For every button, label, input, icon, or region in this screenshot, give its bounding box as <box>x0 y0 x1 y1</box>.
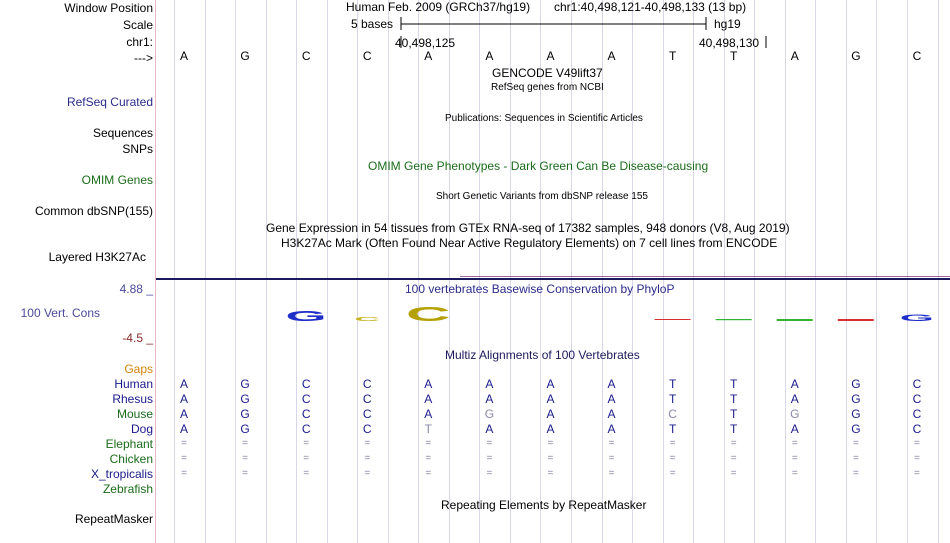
alignment-base: C <box>912 407 922 421</box>
logo-letter: C <box>406 302 451 326</box>
reference-base: T <box>668 49 677 63</box>
dbsnp-title: Short Genetic Variants from dbSNP release 155 <box>436 191 648 202</box>
alignment-base: G <box>851 407 861 421</box>
reference-base: A <box>790 49 799 63</box>
alignment-base: T <box>730 407 738 421</box>
alignment-base: = <box>852 453 859 464</box>
alignment-base: A <box>179 392 188 406</box>
alignment-base: = <box>364 438 371 449</box>
alignment-base: C <box>362 377 372 391</box>
alignment-base: A <box>607 392 616 406</box>
alignment-base: = <box>425 468 432 479</box>
alignment-base: T <box>730 377 738 391</box>
window-position-label: Window Position <box>64 1 153 15</box>
common-dbsnp-label[interactable]: Common dbSNP(155) <box>34 204 153 218</box>
alignment-base: = <box>181 438 187 449</box>
alignment-base: A <box>607 422 616 436</box>
alignment-base: A <box>485 392 494 406</box>
species-mouse-label[interactable]: Mouse <box>116 407 153 421</box>
alignment-base: = <box>791 438 798 449</box>
alignment-base: = <box>547 468 554 479</box>
alignment-base: = <box>791 453 798 464</box>
alignment-base: G <box>851 377 861 391</box>
alignment-base: = <box>303 468 310 479</box>
omim-genes-label[interactable]: OMIM Genes <box>81 173 153 187</box>
alignment-base: G <box>240 392 250 406</box>
alignment-base: A <box>179 377 188 391</box>
alignment-base: G <box>790 407 800 421</box>
alignment-base: = <box>486 468 493 479</box>
alignment-base: = <box>852 468 859 479</box>
species-rhesus-label[interactable]: Rhesus <box>112 392 153 406</box>
reference-base: C <box>912 49 922 63</box>
alignment-base: = <box>730 468 737 479</box>
alignment-base: = <box>242 453 248 464</box>
alignment-base: = <box>608 438 615 449</box>
alignment-base: = <box>608 468 615 479</box>
alignment-base: A <box>546 407 555 421</box>
alignment-base: = <box>364 453 371 464</box>
repeatmasker-label[interactable]: RepeatMasker <box>74 512 153 526</box>
alignment-base: = <box>486 438 493 449</box>
alignment-base: = <box>914 468 920 479</box>
alignment-base: A <box>485 422 494 436</box>
species-human-label[interactable]: Human <box>114 377 153 391</box>
logo-letter: G <box>285 308 327 325</box>
alignment-base: A <box>607 377 616 391</box>
phylop-title: 100 vertebrates Basewise Conservation by PhyloP <box>405 282 675 296</box>
alignment-base: = <box>425 438 432 449</box>
publications-title: Publications: Sequences in Scientific Articles <box>445 113 643 124</box>
alignment-base: A <box>424 392 433 406</box>
alignment-base: C <box>362 407 372 421</box>
alignment-base: G <box>240 377 250 391</box>
alignment-base: C <box>668 407 677 421</box>
reference-base: G <box>851 49 861 63</box>
alignment-base: = <box>547 438 554 449</box>
alignment-base: = <box>608 453 615 464</box>
alignment-base: C <box>301 377 311 391</box>
alignment-base: = <box>852 438 859 449</box>
reference-base: A <box>546 49 555 63</box>
alignment-base: A <box>424 377 433 391</box>
alignment-base: C <box>301 407 311 421</box>
alignment-base: C <box>912 422 922 436</box>
alignment-base: C <box>362 392 372 406</box>
alignment-base: T <box>668 422 677 436</box>
alignment-base: C <box>301 422 311 436</box>
coord-left: 40,498,125 <box>395 36 456 50</box>
alignment-base: = <box>303 453 310 464</box>
h3k27ac-title: H3K27Ac Mark (Often Found Near Active Regulatory Elements) on 7 cell lines from ENCODE <box>281 236 778 250</box>
alignment-base: = <box>547 453 554 464</box>
alignment-base: A <box>179 422 188 436</box>
alignment-base: T <box>730 392 738 406</box>
alignment-base: = <box>669 468 676 479</box>
assembly-title: Human Feb. 2009 (GRCh37/hg19) <box>346 0 531 14</box>
alignment-base: A <box>485 377 494 391</box>
alignment-base: A <box>179 407 188 421</box>
gaps-label[interactable]: Gaps <box>124 362 153 376</box>
alignment-base: = <box>669 453 676 464</box>
alignment-base: = <box>364 468 371 479</box>
alignment-base: = <box>669 438 676 449</box>
alignment-base: A <box>546 392 555 406</box>
species-xtropicalis-label[interactable]: X_tropicalis <box>90 467 153 481</box>
alignment-base: = <box>242 438 248 449</box>
sequences-label[interactable]: Sequences <box>92 126 153 140</box>
multiz-title: Multiz Alignments of 100 Vertebrates <box>445 348 640 362</box>
alignment-base: = <box>914 453 920 464</box>
alignment-base: A <box>607 407 616 421</box>
repeatmasker-title: Repeating Elements by RepeatMasker <box>441 498 647 512</box>
alignment-base: = <box>303 438 310 449</box>
omim-title: OMIM Gene Phenotypes - Dark Green Can Be Disease-causing <box>368 159 709 173</box>
alignment-base: C <box>912 392 922 406</box>
gtex-title: Gene Expression in 54 tissues from GTEx RNA-seq of 17382 samples, 948 donors (V8, Aug 2019) <box>266 221 790 235</box>
alignment-base: C <box>912 377 922 391</box>
phylop-max-label: 4.88 _ <box>119 282 153 296</box>
reference-base: A <box>179 49 188 63</box>
scale-label: Scale <box>122 18 153 32</box>
strand-arrow-label[interactable]: ---> <box>134 51 153 65</box>
alignment-base: A <box>790 377 799 391</box>
alignment-base: C <box>301 392 311 406</box>
snps-label[interactable]: SNPs <box>122 142 153 156</box>
reference-base: C <box>362 49 372 63</box>
species-chicken-label[interactable]: Chicken <box>109 452 153 466</box>
alignment-base: A <box>790 422 799 436</box>
alignment-base: = <box>242 468 248 479</box>
alignment-base: A <box>790 392 799 406</box>
species-elephant-label[interactable]: Elephant <box>105 437 153 451</box>
alignment-base: A <box>424 407 433 421</box>
alignment-base: G <box>484 407 495 421</box>
scale-db: hg19 <box>714 17 741 31</box>
alignment-base: G <box>851 422 861 436</box>
refseq-curated-label[interactable]: RefSeq Curated <box>66 95 153 109</box>
alignment-base: T <box>424 422 432 436</box>
alignment-base: A <box>546 422 555 436</box>
chr-label: chr1: <box>126 35 153 49</box>
refseq-subtitle: RefSeq genes from NCBI <box>491 82 604 93</box>
alignment-base: T <box>730 422 738 436</box>
coord-right: 40,498,130 <box>699 36 760 50</box>
layered-h3k27ac-label[interactable]: Layered H3K27Ac <box>48 250 146 264</box>
reference-base: A <box>607 49 616 63</box>
logo-letter: C <box>354 316 380 323</box>
reference-base: A <box>424 49 433 63</box>
alignment-base: G <box>851 392 861 406</box>
alignment-base: = <box>486 453 493 464</box>
species-zebrafish-label[interactable]: Zebrafish <box>102 482 153 496</box>
alignment-base: = <box>730 453 737 464</box>
alignment-base: T <box>668 377 677 391</box>
reference-base: A <box>485 49 494 63</box>
gencode-title[interactable]: GENCODE V49lift37 <box>492 66 603 80</box>
alignment-base: = <box>181 453 187 464</box>
position-title: chr1:40,498,121-40,498,133 (13 bp) <box>554 0 747 14</box>
alignment-base: = <box>425 453 432 464</box>
alignment-base: = <box>181 468 187 479</box>
logo-letter: G <box>899 312 934 324</box>
vert-cons-label[interactable]: 100 Vert. Cons <box>20 306 100 320</box>
phylop-min-label: -4.5 _ <box>122 331 153 345</box>
alignment-base: = <box>791 468 798 479</box>
reference-base: T <box>730 49 738 63</box>
reference-base: G <box>240 49 250 63</box>
alignment-base: G <box>240 407 250 421</box>
alignment-base: A <box>546 377 555 391</box>
alignment-base: T <box>668 392 677 406</box>
alignment-base: C <box>362 422 372 436</box>
alignment-base: = <box>914 438 920 449</box>
reference-base: C <box>301 49 311 63</box>
alignment-base: = <box>730 438 737 449</box>
species-dog-label[interactable]: Dog <box>130 422 153 436</box>
alignment-base: G <box>240 422 250 436</box>
scale-text: 5 bases <box>351 17 394 31</box>
